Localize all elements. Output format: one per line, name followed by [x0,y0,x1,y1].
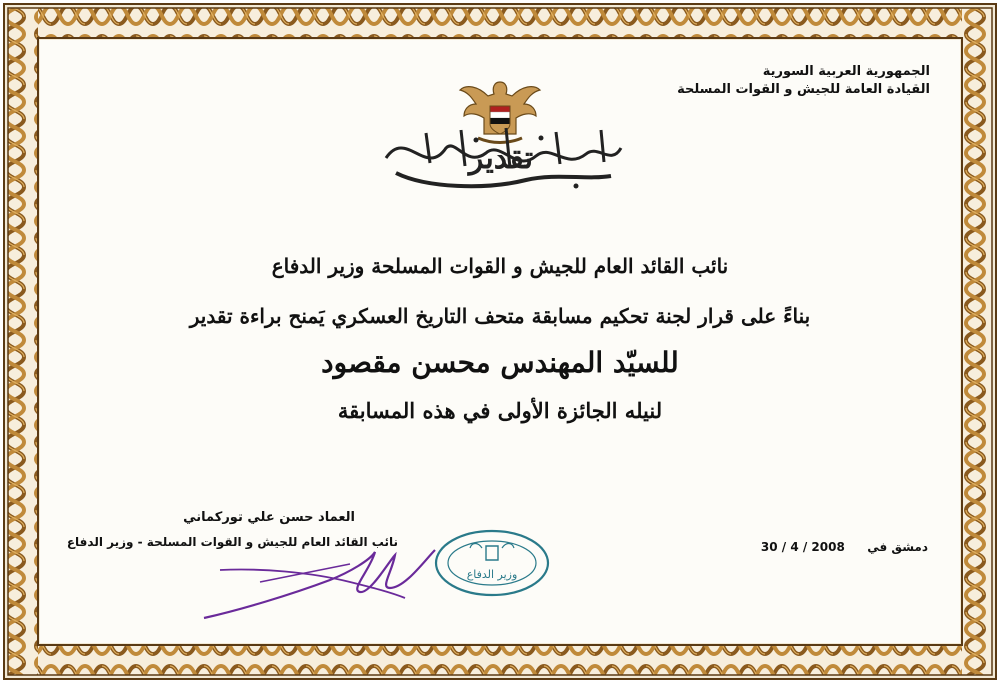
signer-name: العماد حسن علي توركماني [183,510,355,525]
issue-date: 30 / 4 / 2008 [760,540,845,554]
place-prefix: دمشق في [867,540,928,554]
official-seal-icon [432,528,552,598]
reason-line: لنيله الجائزة الأولى في هذه المسابقة [337,398,663,423]
handwritten-signature [200,540,440,625]
date-line [761,540,928,554]
decision-line: بناءً على قرار لجنة تحكيم مسابقة متحف التاريخ العسكري يَمنح براءة تقدير [189,304,811,328]
calligraphy-title [366,118,636,198]
signer-title: نائب القائد العام للجيش و القوات المسلحة - وزير الدفاع [66,535,398,549]
issuer-line: نائب القائد العام للجيش و القوات المسلحة وزير الدفاع [271,254,729,278]
calligraphy-title-text: تقدير [468,141,534,176]
recipient-line: للسيّد المهندس محسن مقصود [321,346,679,379]
header-country: الجمهورية العربية السورية [762,64,930,79]
stamp-text: وزير الدفاع [466,568,518,581]
header-command: القيادة العامة للجيش و القوات المسلحة [677,82,930,97]
